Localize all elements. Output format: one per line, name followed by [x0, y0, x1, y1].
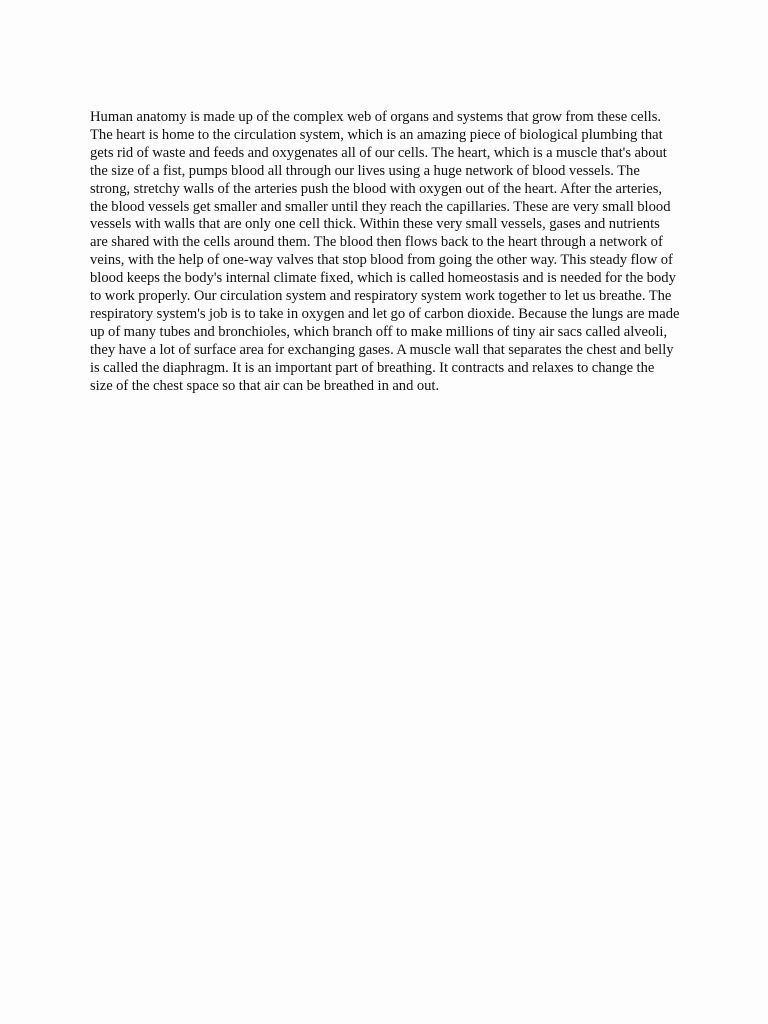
- body-paragraph: Human anatomy is made up of the complex web of organs and systems that grow from these cells. The heart is home to the circulation system, which is an amazing piece of biological plumbing that gets rid of waste and feeds and oxygenates all of our cells. The heart, which is a muscle that's about the size of a fist, pumps blood all through our lives using a huge network of blood vessels. The strong, stretchy walls of the arteries push the blood with oxygen out of the heart. After the arteries, the blood vessels get smaller and smaller until they reach the capillaries. These are very small blood vessels with walls that are only one cell thick. Within these very small vessels, gases and nutrients are shared with the cells around them. The blood then flows back to the heart through a network of veins, with the help of one-way valves that stop blood from going the other way. This steady flow of blood keeps the body's internal climate fixed, which is called homeostasis and is needed for the body to work properly. Our circulation system and respiratory system work together to let us breathe. The respiratory system's job is to take in oxygen and let go of carbon dioxide. Because the lungs are made up of many tubes and bronchioles, which branch off to make millions of tiny air sacs called alveoli, they have a lot of surface area for exchanging gases. A muscle wall that separates the chest and belly is called the diaphragm. It is an important part of breathing. It contracts and relaxes to change the size of the chest space so that air can be breathed in and out.: [90, 109, 680, 394]
